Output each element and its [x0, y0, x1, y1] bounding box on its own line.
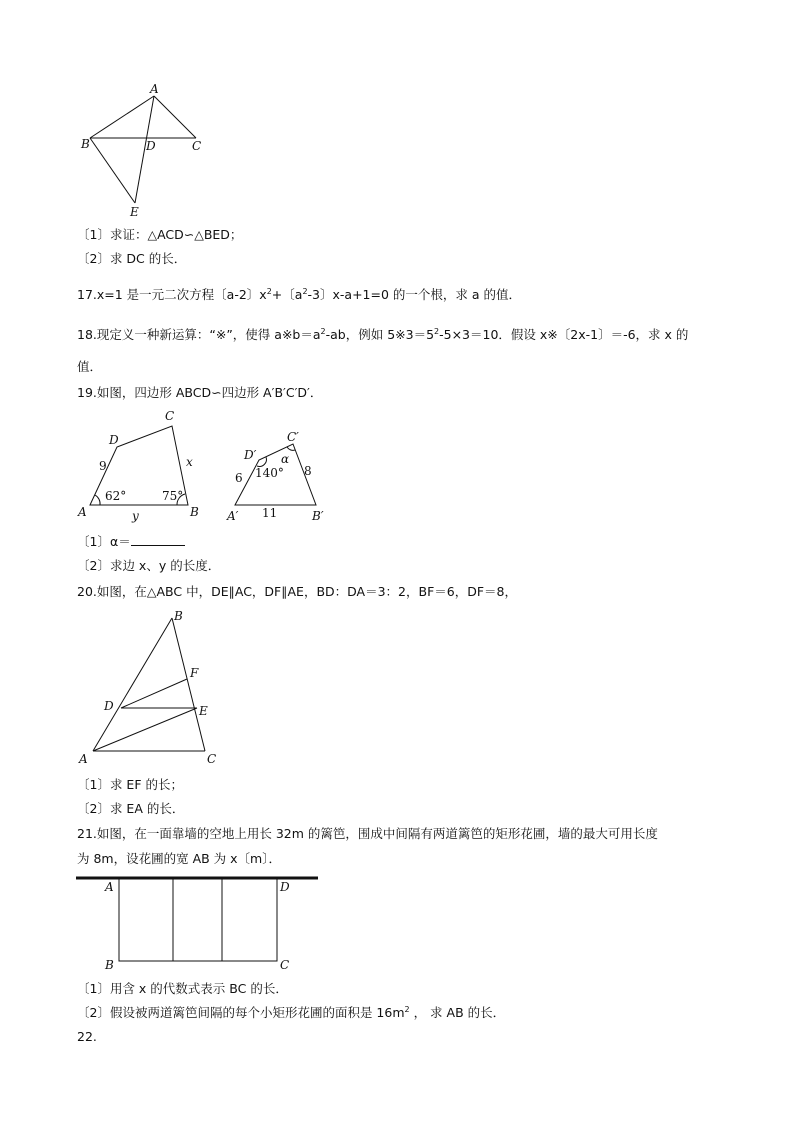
q18-text-line2: 值． [77, 359, 103, 374]
label-d-prime: D′ [244, 448, 257, 462]
q19-stem: 19.如图，四边形 ABCD∽四边形 A′B′C′D′． [77, 385, 323, 400]
label-a: A [105, 880, 114, 894]
q18-text: 18.现定义一种新运算：“※”，使得 $a※b=a^2-ab$，例如 $5※3=5^2-5\times 3=10$．假设 x※〔2x-1〕＝-6，求 x 的 [77, 326, 689, 342]
label-c: C [165, 409, 175, 423]
side-bc-label: x [186, 455, 193, 469]
side-ad-label: 9 [99, 459, 107, 473]
label-e: E [130, 205, 139, 219]
label-c: C [192, 139, 202, 153]
answer-blank[interactable] [131, 533, 185, 546]
segment-df [121, 679, 187, 708]
figure-q19 [76, 406, 336, 524]
angle-d-prime-label: 140° [255, 466, 284, 480]
label-d: D [109, 433, 119, 447]
q20-stem: 20.如图，在△ABC 中，DE∥AC，DF∥AE，BD：DA＝3：2，BF＝6，DF＝8， [77, 584, 517, 599]
rectangle-abcd [119, 878, 277, 961]
q21-part1: 〔1〕用含 x 的代数式表示 BC 的长． [77, 981, 288, 996]
side-bc-prime-label: 8 [304, 464, 312, 478]
side-ab-label: y [132, 509, 139, 523]
label-b: B [81, 137, 90, 151]
angle-arc-a [95, 495, 100, 505]
segment-be [90, 138, 135, 203]
label-b: B [105, 958, 114, 972]
q22-number: 22. [77, 1029, 97, 1044]
q21-stem-line2: 为 8m，设花圃的宽 AB 为 x〔m〕． [77, 851, 281, 866]
q19-part2: 〔2〕求边 x、y 的长度． [77, 558, 221, 573]
figure-q21 [74, 872, 324, 976]
side-ad-prime-label: 6 [235, 471, 243, 485]
angle-alpha-label: α [281, 452, 290, 466]
label-d: D [104, 699, 114, 713]
label-d: D [146, 139, 156, 153]
label-f: F [190, 666, 199, 680]
label-b-prime: B′ [312, 509, 324, 523]
label-b: B [190, 505, 199, 519]
figure-q16 [78, 80, 218, 220]
q21-stem-line1: 21.如图，在一面靠墙的空地上用长 32m 的篱笆，围成中间隔有两道篱笆的矩形花圃，墙的最大可用长度 [77, 826, 658, 841]
q21-part2: 〔2〕假设被两道篱笆间隔的每个小矩形花圃的面积是 $16m^2$ ， 求 AB 的长． [77, 1004, 506, 1020]
side-ab-prime-label: 11 [262, 506, 278, 520]
label-e: E [199, 704, 208, 718]
segment-ba [93, 618, 172, 751]
q17-text: 17.x=1 是一元二次方程〔a-2〕$x^2+$〔$a^2-3$〕x-a+1=0 的一个根，求 a 的值． [77, 286, 521, 302]
label-a: A [79, 752, 88, 766]
label-c-prime: C′ [287, 430, 299, 444]
q19-part1: 〔1〕α＝ [77, 533, 185, 551]
label-d: D [280, 880, 290, 894]
q16-part2: 〔2〕求 DC 的长． [77, 251, 187, 266]
q20-part1: 〔1〕求 EF 的长； [77, 777, 183, 792]
segment-ab [90, 96, 154, 138]
label-a: A [150, 82, 159, 96]
label-c: C [280, 958, 290, 972]
figure-q20 [76, 608, 226, 768]
label-a-prime: A′ [227, 509, 239, 523]
label-b: B [174, 609, 183, 623]
q16-part1: 〔1〕求证：△ACD∽△BED； [77, 227, 243, 242]
label-c: C [207, 752, 217, 766]
angle-b-label: 75° [162, 489, 184, 503]
segment-bc [172, 618, 205, 751]
angle-a-label: 62° [105, 489, 127, 503]
segment-ac [154, 96, 196, 138]
q20-part2: 〔2〕求 EA 的长． [77, 801, 185, 816]
segment-ae [93, 708, 197, 751]
label-a: A [78, 505, 87, 519]
